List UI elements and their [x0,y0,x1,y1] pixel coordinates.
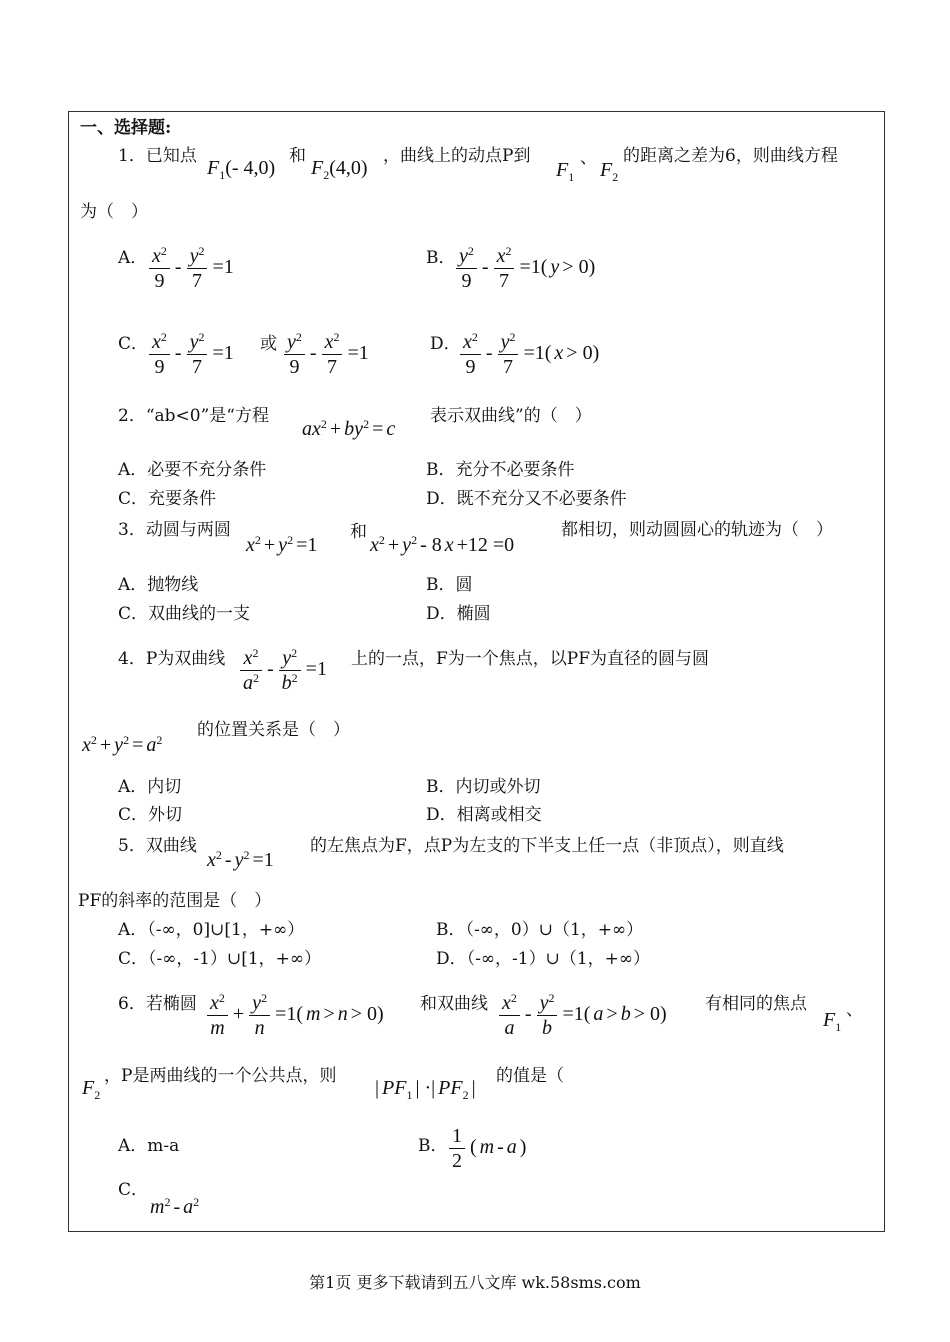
q1-text-end: 的距离之差为6，则曲线方程 [623,146,838,166]
q4-option-b: B．内切或外切 [426,777,541,797]
q6-option-b-label: B． [418,1136,448,1156]
q1-and: 和 [289,146,306,166]
q2-option-c: C．充要条件 [118,489,217,509]
q4-math-circle: $x^2 + y^2 = a^2$ [82,733,163,757]
q3-math-c1: $x^2 + y^2 =1$ [246,533,318,557]
q5-text-end: 的左焦点为F，点P为左支的下半支上任一点（非顶点），则直线 [310,836,784,856]
q6-option-c-label: C． [118,1180,149,1200]
q6-text-mid: 和双曲线 [420,994,488,1014]
q4-option-c: C．外切 [118,805,183,825]
q6-text-line2a: ，P是两曲线的一个公共点，则 [104,1066,337,1086]
q5-text-line2: PF的斜率的范围是（ ） [78,891,272,911]
q2-option-a: A．必要不充分条件 [118,460,267,480]
q4-text-line2: 的位置关系是（ ） [197,720,350,740]
q1-math-f2: $F_2(4,0)$ [311,157,368,182]
q5-option-b: B．（-∞，0）∪（1，+∞） [436,920,644,940]
q5-option-c: C．（-∞，-1）∪[1，+∞） [118,949,322,969]
q4-math-hyperbola: $\frac{x^2}{a^2}$ - $\frac{y^2}{b^2}$ =1 [238,646,330,695]
q4-option-d: D．相离或相交 [426,805,542,825]
q1-text-start: 1．已知点 [118,146,197,166]
q1-option-a-math: $\frac{x^2}{9}$ - $\frac{y^2}{7}$ =1 [147,244,237,293]
q5-text-start: 5．双曲线 [118,836,197,856]
q3-text-end: 都相切，则动圆圆心的轨迹为（ ） [561,520,833,540]
q6-text-line2b: 的值是（ [496,1066,564,1086]
q6-math-product: | $PF_1$ | ·| $PF_2$ | [375,1077,476,1102]
q6-math-hyperbola: $\frac{x^2}{a}$ - $\frac{y^2}{b}$ =1( a > b > 0) [497,991,670,1040]
q1-option-c-or: 或 [260,334,277,354]
q1-option-c-math1: $\frac{x^2}{9}$ - $\frac{y^2}{7}$ =1 [147,330,237,379]
q6-text-end: 有相同的焦点 [705,994,807,1014]
q1-math-f2b: $F_2$ [600,159,619,184]
q5-option-d: D．（-∞，-1）∪（1，+∞） [436,949,651,969]
q3-option-a: A．抛物线 [118,575,199,595]
q1-option-b-math: $\frac{y^2}{9}$ - $\frac{x^2}{7}$ =1( y > 0) [454,244,598,293]
q6-option-b-math: $\frac{1}{2}$ ( m - a ) [447,1124,529,1173]
q6-option-a: A．m-a [118,1136,180,1156]
q1-text-mid: ，曲线上的动点P到 [383,146,531,166]
page-footer: 第1页 更多下载请到五八文库 wk.58sms.com [309,1273,641,1292]
q6-option-c-math: $m^2 - a^2$ [150,1195,200,1219]
q4-text-end: 上的一点，F为一个焦点，以PF为直径的圆与圆 [351,649,710,669]
q2-option-b: B．充分不必要条件 [426,460,575,480]
q2-option-d: D．既不充分又不必要条件 [426,489,627,509]
q1-option-c-label: C． [118,334,149,354]
q2-text-end: 表示双曲线”的（ ） [430,406,592,426]
q6-math-ellipse: $\frac{x^2}{m}$ + $\frac{y^2}{n}$ =1( m > n > 0) [205,991,387,1040]
q6-math-f2: $F_2$ [82,1077,101,1102]
q1-text-line2: 为（ ） [80,202,148,222]
q6-text-start: 6．若椭圆 [118,994,197,1014]
q1-option-c-math2: $\frac{y^2}{9}$ - $\frac{x^2}{7}$ =1 [282,330,372,379]
q6-math-f1: $F_1$ [823,1009,842,1034]
q1-option-d-label: D． [430,334,461,354]
q3-option-c: C．双曲线的一支 [118,604,251,624]
q3-and: 和 [350,522,367,542]
q1-sep: 、 [580,148,597,168]
q3-option-d: D．椭圆 [426,604,491,624]
q4-text-start: 4．P为双曲线 [118,649,226,669]
q1-math-f1b: $F_1$ [556,159,575,184]
q5-math-eq: $x^2 - y^2 =1$ [207,848,274,872]
q1-math-f1: $F_1(-$ 4,0) [207,157,276,182]
q3-math-c2: $x^2 + y^2 - 8$ x +12 =0 [370,533,515,557]
q3-option-b: B．圆 [426,575,473,595]
q2-math-eq: $ax^2 + by^2 = c$ [302,417,396,441]
q4-option-a: A．内切 [118,777,182,797]
q1-option-a-label: A． [118,248,148,268]
q1-option-b-label: B． [426,248,456,268]
q1-option-d-math: $\frac{x^2}{9}$ - $\frac{y^2}{7}$ =1( x > 0) [458,330,602,379]
q3-text-start: 3．动圆与两圆 [118,520,231,540]
q5-option-a: A．（-∞，0]∪[1，+∞） [118,920,305,940]
q2-text-start: 2．“ab<0”是“方程 [118,406,269,426]
q6-sep: 、 [846,1000,863,1020]
section-title: 一、选择题: [80,118,172,138]
